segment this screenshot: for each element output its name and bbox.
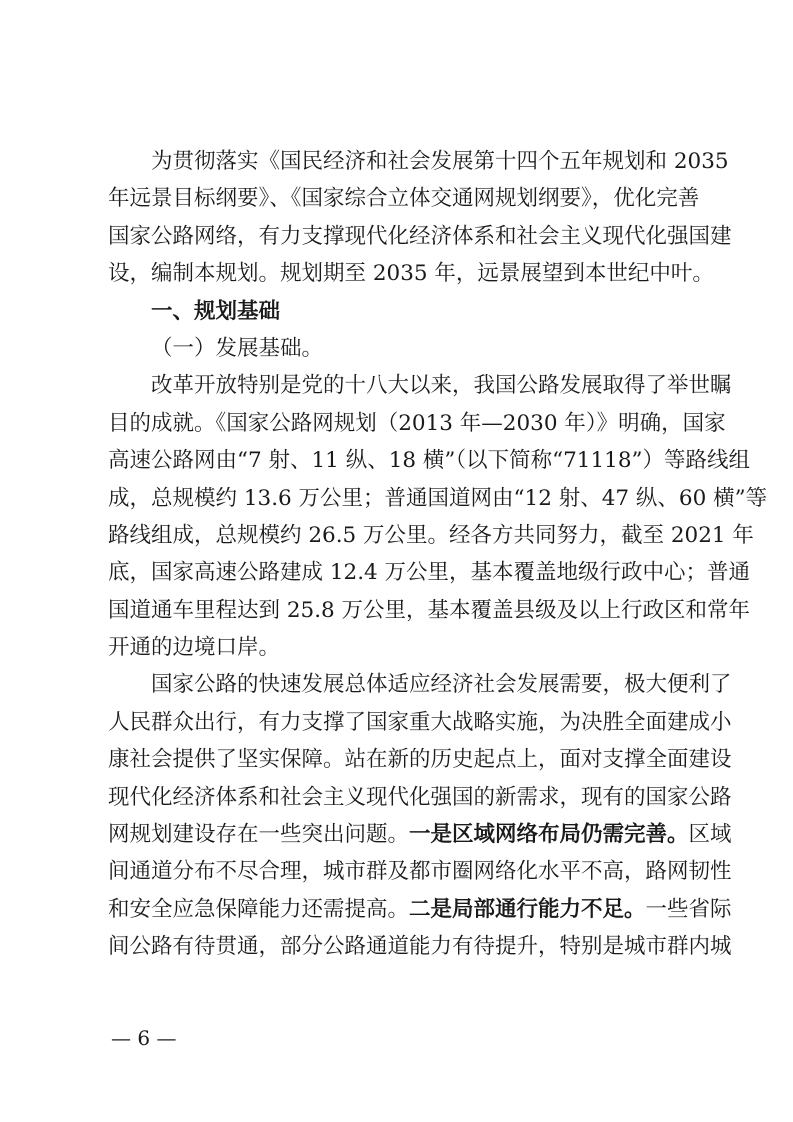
document-body (108, 143, 768, 966)
text-line: 成，总规模约 13.6 万公里；普通国道网由“12 射、47 纵、60 横”等 (108, 485, 768, 511)
text-line: 开通的边境口岸。 (108, 635, 281, 661)
text-line: 为贯彻落实《国民经济和社会发展第十四个五年规划和 2035 (151, 149, 729, 174)
paragraph-problems (108, 666, 732, 965)
text-line: 人民群众出行，有力支撑了国家重大战略实施，为决胜全面建成小 (108, 709, 732, 735)
text-line: 设，编制本规划。规划期至 2035 年，远景展望到本世纪中叶。 (108, 261, 714, 287)
text-line: 间公路有待贯通，部分公路通道能力有待提升，特别是城市群内城 (108, 934, 732, 960)
emphasis-text: 一是区域网络布局仍需完善。 (409, 822, 689, 848)
section-heading: 一、规划基础 (151, 298, 281, 324)
text-line (108, 816, 732, 853)
text-line: 路线组成，总规模约 26.5 万公里。经各方共同努力，截至 2021 年 (108, 522, 754, 548)
text-line: 国家公路网络，有力支撑现代化经济体系和社会主义现代化强国建 (108, 223, 732, 249)
paragraph-development (108, 367, 768, 666)
emphasis-text: 二是局部通行能力不足。 (409, 896, 646, 922)
text-line: 国家公路的快速发展总体适应经济社会发展需要，极大便利了 (151, 672, 732, 698)
text-line: 康社会提供了坚实保障。站在新的历史起点上，面对支撑全面建设 (108, 747, 732, 773)
subsection-heading: （一）发展基础。 (151, 335, 324, 361)
paragraph-intro (108, 143, 732, 293)
text-line: 现代化经济体系和社会主义现代化强国的新需求，现有的国家公路 (108, 784, 732, 810)
text-line: 目的成就。《国家公路网规划（2013 年—2030 年）》明确，国家 (108, 410, 726, 436)
text-line: 高速公路网由“7 射、11 纵、18 横”（以下简称“71118”）等路线组 (108, 448, 751, 474)
text-line: 间通道分布不尽合理，城市群及都市圈网络化水平不高，路网韧性 (108, 859, 732, 885)
text-line: 底，国家高速公路建成 12.4 万公里，基本覆盖地级行政中心；普通 (108, 560, 751, 586)
text-span: 区域 (688, 822, 732, 848)
text-line: 国道通车里程达到 25.8 万公里，基本覆盖县级及以上行政区和常年 (108, 597, 751, 623)
text-span: 一些省际 (645, 896, 732, 922)
text-line: 改革开放特别是党的十八大以来，我国公路发展取得了举世瞩 (151, 373, 732, 399)
text-span: 网规划建设存在一些突出问题。 (108, 822, 410, 848)
text-line (108, 891, 732, 928)
text-span: 和安全应急保障能力还需提高。 (108, 896, 410, 922)
page-number: — 6 — (111, 1026, 177, 1050)
text-line: 年远景目标纲要》、《国家综合立体交通网规划纲要》，优化完善 (108, 186, 700, 212)
